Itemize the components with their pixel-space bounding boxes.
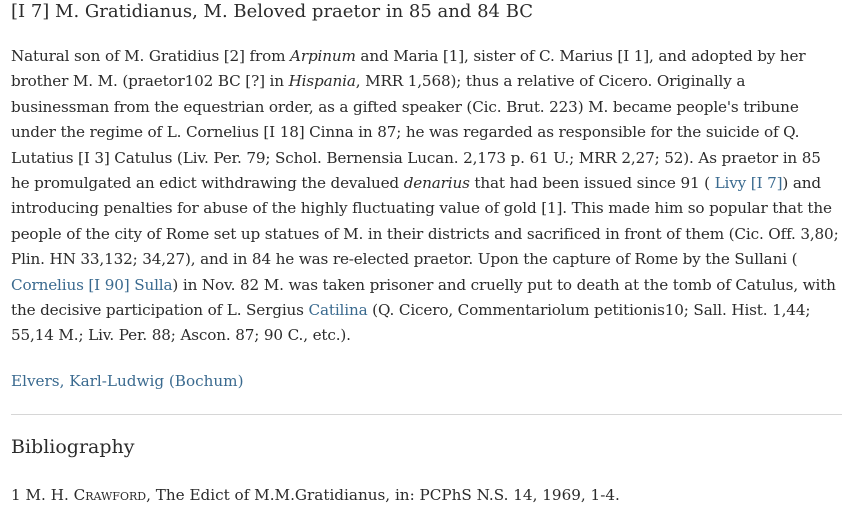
body-text: Natural son of M. Gratidius [2] from [11,47,291,65]
body-text: and Maria [1], sister of C. Marius [I 1], and adopted by her brother M. M. (praetor102 BC [?] in [11,47,806,91]
body-text: that had been issued since 91 ( [469,174,715,193]
body-text: ) in Nov. 82 M. was taken prisoner and cruelly put to death at the tomb of Catulus, with the decisive participation of L. Sergius [11,275,836,320]
author-link[interactable]: Elvers, Karl-Ludwig (Bochum) [11,371,244,390]
bibliography-heading: Bibliography [11,435,135,458]
bibliography-item [11,484,842,506]
body-italic: Arpinum [290,47,356,65]
entry-title: [I 7] M. Gratidianus, M. Beloved praetor in 85 and 84 BC [11,1,534,22]
body-italic: denarius [403,174,470,193]
body-italic: Hispania [288,72,356,91]
section-divider [11,414,842,415]
entry-body [11,44,842,349]
bib-rest: , The Edict of M.M.Gratidianus, in: PCPhS N.S. 14, 1969, 1-4. [146,485,620,504]
bib-smallcaps: rawford [85,485,147,504]
body-text: , MRR 1,568); thus a relative of Cicero. Originally a businessman from the equestrian order, as a gifted speaker (Cic. Brut. 223) M. became people's tribune under the regime of L. Cornelius [I 18] Cinna in 87; he was regarded as responsible for the suicide of Q. Lutatius [I 3] Catulus (Liv. Per. 79; Schol. Bernensia Lucan. 2,173 p. 61 U.; MRR 2,27; 52). As praetor in 85 he promulgated an edict withdrawing the devalued [11,72,821,193]
body-text: ) and introducing penalties for abuse of the highly fluctuating value of gold [1]. This made him so popular that the people of the city of Rome set up statues of M. in their districts and sacrificed in front of them (Cic. Off. 3,80; Plin. HN 33,132; 34,27), and in 84 he was re-elected praetor. Upon the capture of Rome by the Sullani ( [11,174,839,269]
link-catilina[interactable]: Catilina [308,301,368,320]
bib-prefix: 1 M. H. C [11,485,86,504]
body-text: (Q. Cicero, Commentariolum petitionis10; Sall. Hist. 1,44; 55,14 M.; Liv. Per. 88; Ascon. 87; 90 C., etc.). [11,301,811,345]
author-line [11,370,842,392]
link-livy[interactable]: Livy [I 7] [714,174,783,193]
link-cornelius-sulla[interactable]: Cornelius [I 90] Sulla [11,275,173,294]
